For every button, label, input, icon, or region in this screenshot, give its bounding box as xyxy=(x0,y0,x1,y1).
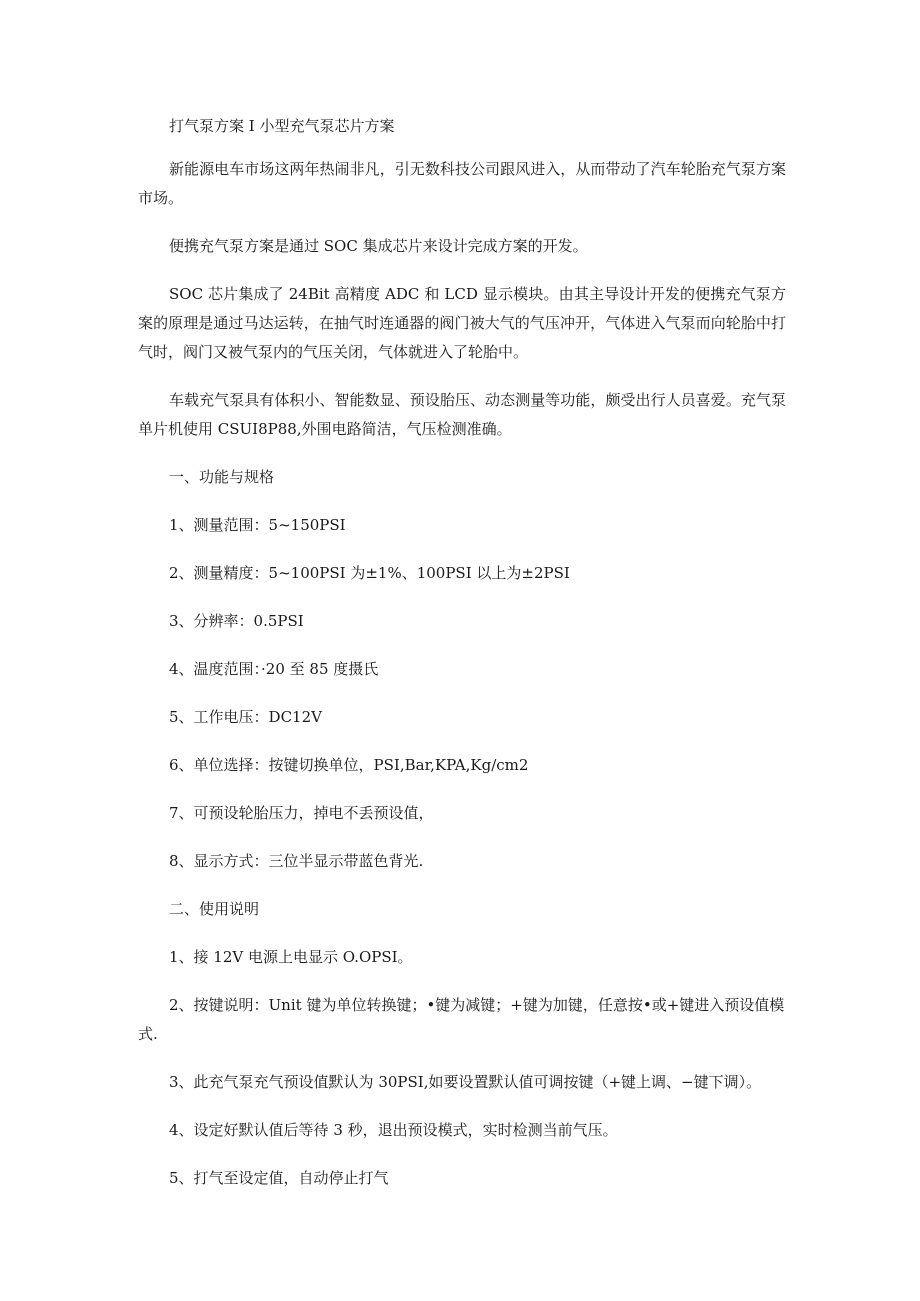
soc-summary-paragraph: 便携充气泵方案是通过 SOC 集成芯片来设计完成方案的开发。 xyxy=(169,237,588,255)
spec-item-accuracy: 2、测量精度：5~100PSI 为±1%、100PSI 以上为±2PSI xyxy=(169,564,570,582)
spec-item-temperature: 4、温度范围：·20 至 85 度摄氏 xyxy=(169,660,379,678)
spec-item-range: 1、测量范围：5~150PSI xyxy=(169,516,346,534)
spec-item-preset: 7、可预设轮胎压力，掉电不丢预设值， xyxy=(169,804,434,822)
spec-item-display: 8、显示方式：三位半显示带蓝色背光. xyxy=(169,852,424,870)
usage-item-power-on: 1、接 12V 电源上电显示 O.OPSI。 xyxy=(169,948,413,966)
usage-item-buttons: 2、按键说明：Unit 键为单位转换键；•键为减键；+键为加键，任意按•或+键进入预设值模式. xyxy=(138,996,785,1043)
spec-item-units: 6、单位选择：按键切换单位，PSI,Bar,KPA,Kg/cm2 xyxy=(169,756,529,774)
spec-item-voltage: 5、工作电压：DC12V xyxy=(169,708,322,726)
usage-item-auto-stop: 5、打气至设定值，自动停止打气 xyxy=(169,1169,389,1187)
section-heading-specs: 一、功能与规格 xyxy=(169,468,275,486)
document-title: 打气泵方案 I 小型充气泵芯片方案 xyxy=(169,117,395,135)
usage-item-default: 3、此充气泵充气预设值默认为 30PSI,如要设置默认值可调按键（+键上调、−键下调）。 xyxy=(169,1073,762,1091)
usage-item-exit-preset: 4、设定好默认值后等待 3 秒，退出预设模式，实时检测当前气压。 xyxy=(169,1121,618,1139)
spec-item-resolution: 3、分辨率：0.5PSI xyxy=(169,612,304,630)
section-heading-usage: 二、使用说明 xyxy=(169,900,260,918)
features-paragraph: 车载充气泵具有体积小、智能数显、预设胎压、动态测量等功能，颇受出行人员喜爱。充气泵单片机使用 CSUI8P88,外围电路简洁，气压检测准确。 xyxy=(138,391,786,438)
document-body xyxy=(138,112,786,1212)
principle-paragraph: SOC 芯片集成了 24Bit 高精度 ADC 和 LCD 显示模块。由其主导设计开发的便携充气泵方案的原理是通过马达运转，在抽气时连通器的阀门被大气的气压冲开，气体进入气泵而向轮胎中打气时，阀门又被气泵内的气压关闭，气体就进入了轮胎中。 xyxy=(138,285,786,361)
intro-paragraph: 新能源电车市场这两年热闹非凡，引无数科技公司跟风进入，从而带动了汽车轮胎充气泵方案市场。 xyxy=(138,160,786,207)
